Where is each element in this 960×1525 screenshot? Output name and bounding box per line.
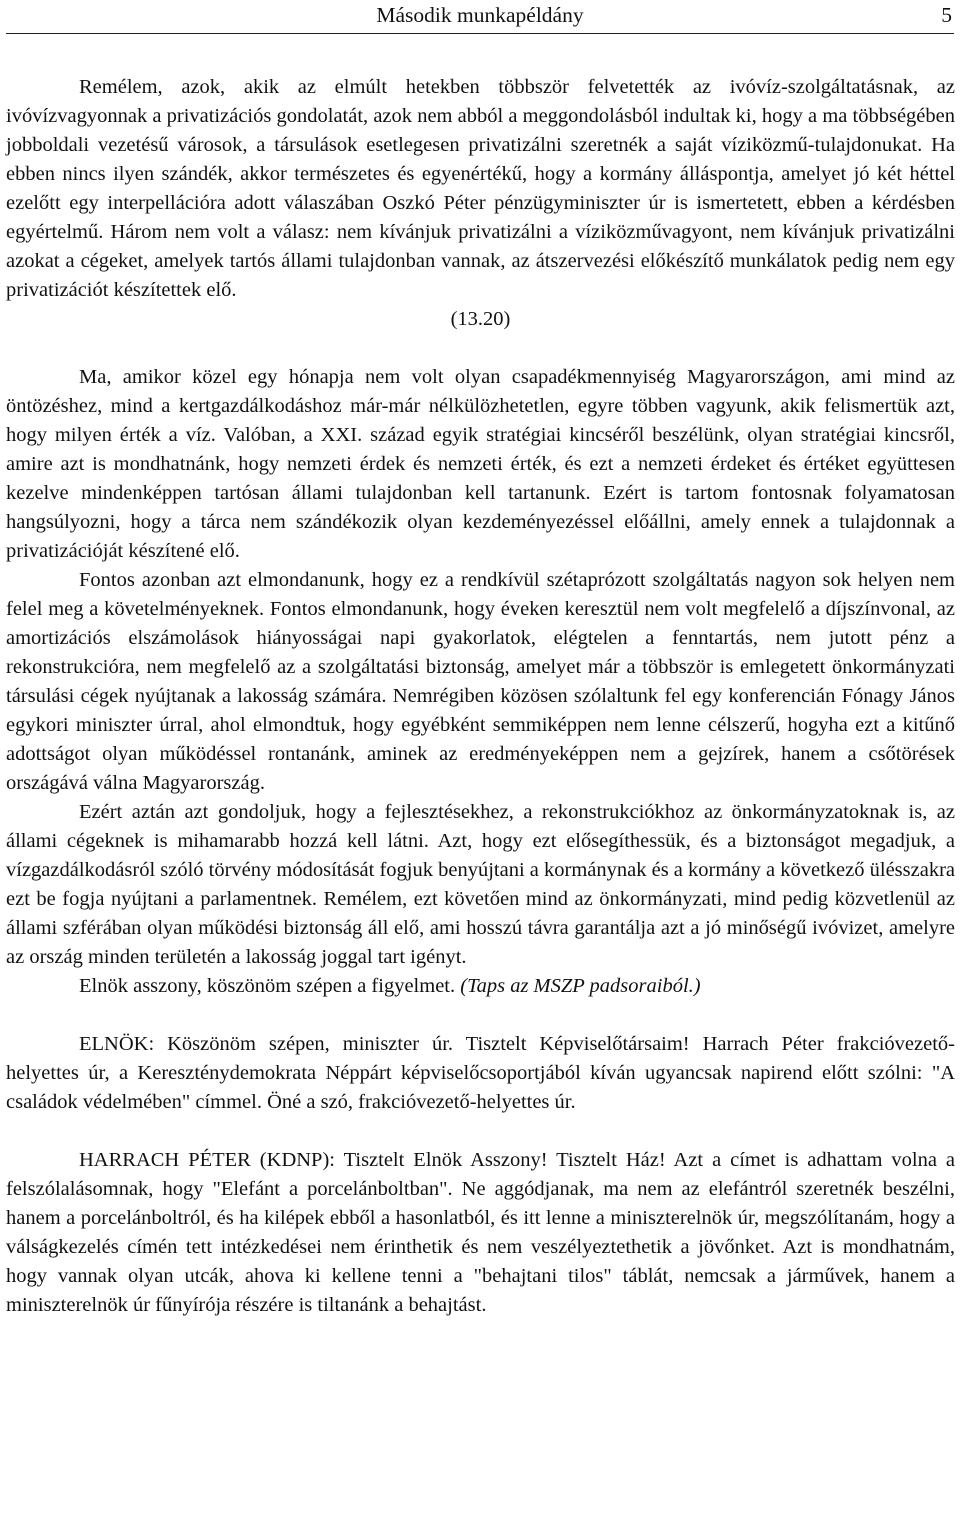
timestamp: (13.20)	[450, 308, 511, 330]
header-title: Második munkapéldány	[376, 3, 584, 27]
closing-text: Elnök asszony, köszönöm szépen a figyelmet.	[79, 975, 461, 997]
page-number: 5	[941, 3, 952, 27]
paragraph-3: Fontos azonban azt elmondanunk, hogy ez a rendkívül szétaprózott szolgáltatás nagyon sok helyen nem felel meg a követelményeknek. Fontos elmondanunk, hogy éveken keresztül nem volt megfelelő a díjszínvonal, az amortizációs elszámolások hiányosságai napi gyakorlatok, elégtelen a fenntartás, nem jutott pénz a rekonstrukcióra, nem megfelelő az a szolgáltatási biztonság, amelyet már a többször is emlegetett önkormányzati társulási cégek nyújtanak a lakosság számára. Nemrégiben közösen szólaltunk fel egy konferencián Fónagy János egykori miniszter úrral, ahol elmondtuk, hogy egyébként semmiképpen nem lenne célszerű, hogyha ezt a kitűnő adottságot olyan működéssel rontanánk, aminek az eredményeképpen nem a gejzírek, hanem a csőtörések országává válna Magyarország.	[6, 569, 955, 794]
spacer	[6, 334, 955, 363]
paragraph-6: ELNÖK: Köszönöm szépen, miniszter úr. Tisztelt Képviselőtársaim! Harrach Péter frakcióvezető-helyettes úr, a Kereszténydemokrata Néppárt képviselőcsoportjából kíván ugyancsak napirend előtt szólni: "A családok védelmében" címmel. Öné a szó, frakcióvezető-helyettes úr.	[6, 1033, 955, 1113]
paragraph-1: Remélem, azok, akik az elmúlt hetekben többször felvetették az ivóvíz-szolgáltatásnak, az ivóvízvagyonnak a privatizációs gondolatát, azok nem abból a meggondolásból indultak ki, hogy a ma többségében jobboldali vezetésű városok, a társulások esetlegesen privatizálni szeretnék a saját víziközmű-tulajdonukat. Ha ebben nincs ilyen szándék, akkor természetes és egyenértékű, hogy a kormány álláspontja, amelyet jó két héttel ezelőtt egy interpellációra adott válaszában Oszkó Péter pénzügyminiszter úr is ismertetett, ebben a kérdésben egyértelmű. Három nem volt a válasz: nem kívánjuk privatizálni a víziközművagyont, nem kívánjuk privatizálni azokat a cégeket, amelyek tartós állami tulajdonban vannak, az átszervezési előkészítő munkálatok pedig nem egy privatizációt készítettek elő.	[6, 76, 955, 301]
spacer	[6, 1001, 955, 1030]
document-body	[6, 73, 955, 1320]
spacer	[6, 1117, 955, 1146]
paragraph-7: HARRACH PÉTER (KDNP): Tisztelt Elnök Asszony! Tisztelt Ház! Azt a címet is adhattam volna a felszólalásomnak, hogy "Elefánt a porcelánboltban". Ne aggódjanak, ma nem az elefántról szeretnék beszélni, hanem a porcelánboltról, és ha kilépek ebből a hasonlatból, és itt lenne a miniszterelnök úr, megszólítanám, hogy a válságkezelés címén tett intézkedései nem érinthetik és nem veszélyeztethetik a jövőnket. Azt is mondhatnám, hogy vannak olyan utcák, ahova ki kellene tenni a "behajtani tilos" táblát, nemcsak a járművek, hanem a miniszterelnök úr fűnyírója részére is tiltanánk a behajtást.	[6, 1149, 955, 1316]
stage-direction: (Taps az MSZP padsoraiból.)	[460, 975, 701, 997]
paragraph-5	[6, 972, 955, 1001]
paragraph-2: Ma, amikor közel egy hónapja nem volt olyan csapadékmennyiség Magyarországon, ami mind az öntözéshez, mind a kertgazdálkodáshoz már-már nélkülözhetetlen, egyre többen vagyunk, akik felismertük azt, hogy milyen érték a víz. Valóban, a XXI. század egyik stratégiai kincséről beszélünk, olyan stratégiai kincsről, amire azt is mondhatnánk, hogy nemzeti érdek és nemzeti érték, és ezt a nemzeti érdeket és értéket együttesen kezelve mindenképpen tartósan állami tulajdonban kell tartanunk. Ezért is tartom fontosnak folyamatosan hangsúlyozni, hogy a tárca nem szándékozik olyan kezdeményezéssel előállni, amely ennek a tulajdonnak a privatizációját készítené elő.	[6, 366, 955, 562]
paragraph-4: Ezért aztán azt gondoljuk, hogy a fejlesztésekhez, a rekonstrukciókhoz az önkormányzatoknak is, az állami cégeknek is mihamarabb hozzá kell látni. Azt, hogy ezt elősegíthessük, és a biztonságot megadjuk, a vízgazdálkodásról szóló törvény módosítását fogjuk benyújtani a kormánynak és a kormány a következő ülésszakra ezt be fogja nyújtani a parlamentnek. Remélem, ezt követően mind az önkormányzati, mind pedig közvetlenül az állami szférában olyan működési biztonság áll elő, ami hosszú távra garantálja azt a jó minőségű ivóvizet, amelyre az ország minden területén a lakosság joggal tart igényt.	[6, 801, 955, 968]
page-header	[6, 0, 954, 34]
